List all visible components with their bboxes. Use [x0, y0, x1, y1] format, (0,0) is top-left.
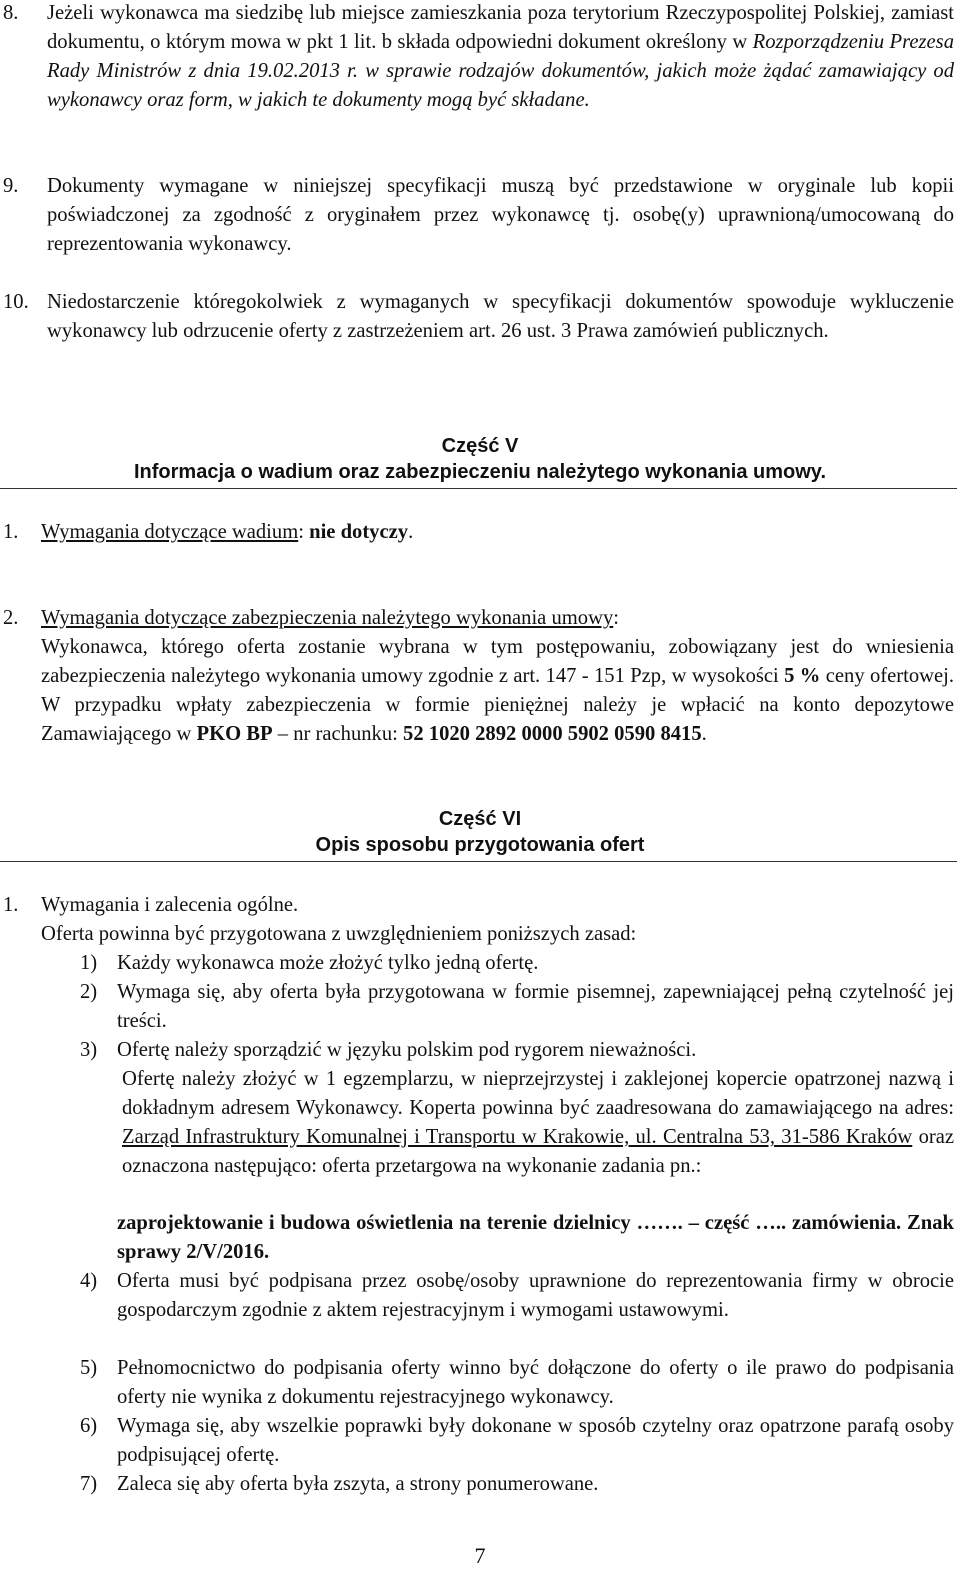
- task-designation: zaprojektowanie i budowa oświetlenia na terenie dzielnicy ……. – część ….. zamówienia. Znak sprawy 2/V/2016.: [117, 1212, 954, 1263]
- rule-6-text: Wymaga się, aby wszelkie poprawki były dokonane w sposób czytelny oraz opatrzone parafą osoby podpisującej ofertę.: [117, 1415, 954, 1466]
- wadium-value: nie dotyczy: [309, 521, 409, 543]
- section-divider: [0, 488, 957, 489]
- rule-4-number: 4): [80, 1270, 98, 1292]
- rule-3-text: Ofertę należy sporządzić w języku polskim pod rygorem nieważności.: [117, 1039, 697, 1061]
- item-8-number: 8.: [3, 2, 19, 24]
- part-5-subtitle: Informacja o wadium oraz zabezpieczeniu należytego wykonania umowy.: [133, 461, 826, 483]
- rule-5-text: Pełnomocnictwo do podpisania oferty winno być dołączone do oferty o ile prawo do podpisania oferty nie wynika z dokumentu rejestracyjnego wykonawcy.: [117, 1357, 954, 1408]
- rule-2-number: 2): [80, 981, 98, 1003]
- part-6-title: Część VI: [438, 808, 522, 830]
- security-text: [41, 633, 954, 749]
- account-number: 52 1020 2892 0000 5902 0590 8415: [403, 723, 702, 745]
- general-requirements-number: 1.: [3, 894, 19, 916]
- envelope-instructions: [122, 1065, 954, 1181]
- security-period: .: [701, 723, 707, 745]
- wadium-requirement: [41, 518, 954, 547]
- page-number: 7: [474, 1543, 486, 1568]
- security-number: 2.: [3, 607, 19, 629]
- section-divider: [0, 861, 957, 862]
- rule-1-number: 1): [80, 952, 98, 974]
- envelope-text-b: oraz oznaczona następująco: oferta przetargowa na wykonanie zadania pn.:: [122, 1126, 954, 1177]
- part-5-title: Część V: [441, 435, 519, 457]
- item-9-number: 9.: [3, 175, 19, 197]
- wadium-label: Wymagania dotyczące wadium: [41, 521, 299, 543]
- rule-4-text: Oferta musi być podpisana przez osobę/osoby uprawnione do reprezentowania firmy w obrocie gospodarczym zgodnie z aktem rejestracyjnym i wymogami ustawowymi.: [117, 1270, 954, 1321]
- security-label-line: [41, 604, 954, 633]
- rule-7-text: Zaleca się aby oferta była zszyta, a strony ponumerowane.: [117, 1473, 599, 1495]
- wadium-number: 1.: [3, 521, 19, 543]
- rule-2-text: Wymaga się, aby oferta była przygotowana w formie pisemnej, zapewniającej pełną czytelność jej treści.: [117, 981, 954, 1032]
- general-requirements-title: Wymagania i zalecenia ogólne.: [41, 894, 299, 916]
- security-label: Wymagania dotyczące zabezpieczenia należytego wykonania umowy: [41, 607, 614, 629]
- rule-3-number: 3): [80, 1039, 98, 1061]
- item-10-number: 10.: [3, 291, 29, 313]
- security-percent: 5 %: [784, 665, 821, 687]
- item-8-lead: Jeżeli wykonawca ma siedzibę lub miejsce zamieszkania poza terytorium Rzeczypospolitej Polskiej, zamiast dokumentu, o którym mowa w pkt 1 lit. b składa odpowiedni dokument określony w: [47, 2, 954, 53]
- bank-name: PKO BP: [196, 723, 273, 745]
- wadium-period: .: [408, 521, 414, 543]
- requirements-intro: Oferta powinna być przygotowana z uwzględnieniem poniższych zasad:: [41, 923, 637, 945]
- security-text-a: Wykonawca, którego oferta zostanie wybrana w tym postępowaniu, zobowiązany jest do wniesienia zabezpieczenia należytego wykonania umowy zgodnie z art. 147 - 151 Pzp, w wysokości: [41, 636, 954, 687]
- contracting-authority-address: Zarząd Infrastruktury Komunalnej i Transportu w Krakowie, ul. Centralna 53, 31-586 Kraków: [122, 1126, 913, 1148]
- item-8-text: [47, 0, 954, 115]
- security-colon: :: [613, 607, 619, 629]
- part-6-subtitle: Opis sposobu przygotowania ofert: [315, 834, 645, 856]
- rule-6-number: 6): [80, 1415, 98, 1437]
- envelope-text-a: Ofertę należy złożyć w 1 egzemplarzu, w nieprzejrzystej i zaklejonej kopercie opatrzonej nazwą i dokładnym adresem Wykonawcy. Koperta powinna być zaadresowana do zamawiającego na adres:: [122, 1068, 954, 1119]
- item-10-text: Niedostarczenie któregokolwiek z wymaganych w specyfikacji dokumentów spowoduje wykluczenie wykonawcy lub odrzucenie oferty z zastrzeżeniem art. 26 ust. 3 Prawa zamówień publicznych.: [47, 291, 954, 342]
- security-text-b: ceny ofertowej. W przypadku wpłaty zabezpieczenia w formie pieniężnej należy je wpłacić na konto depozytowe Zamawiającego w: [41, 665, 955, 745]
- regulation-reference: Rozporządzeniu Prezesa Rady Ministrów z dnia 19.02.2013 r. w sprawie rodzajów dokumentów, jakich może żądać zamawiający od wykonawcy oraz form, w jakich te dokumenty mogą być składane.: [47, 31, 954, 111]
- wadium-colon: :: [298, 521, 304, 543]
- security-text-c: – nr rachunku:: [277, 723, 398, 745]
- rule-5-number: 5): [80, 1357, 98, 1379]
- item-9-text: Dokumenty wymagane w niniejszej specyfikacji muszą być przedstawione w oryginale lub kopii poświadczonej za zgodność z oryginałem przez wykonawcę tj. osobę(y) uprawnioną/umocowaną do reprezentowania wykonawcy.: [47, 175, 954, 255]
- rule-1-text: Każdy wykonawca może złożyć tylko jedną ofertę.: [117, 952, 539, 974]
- rule-7-number: 7): [80, 1473, 98, 1495]
